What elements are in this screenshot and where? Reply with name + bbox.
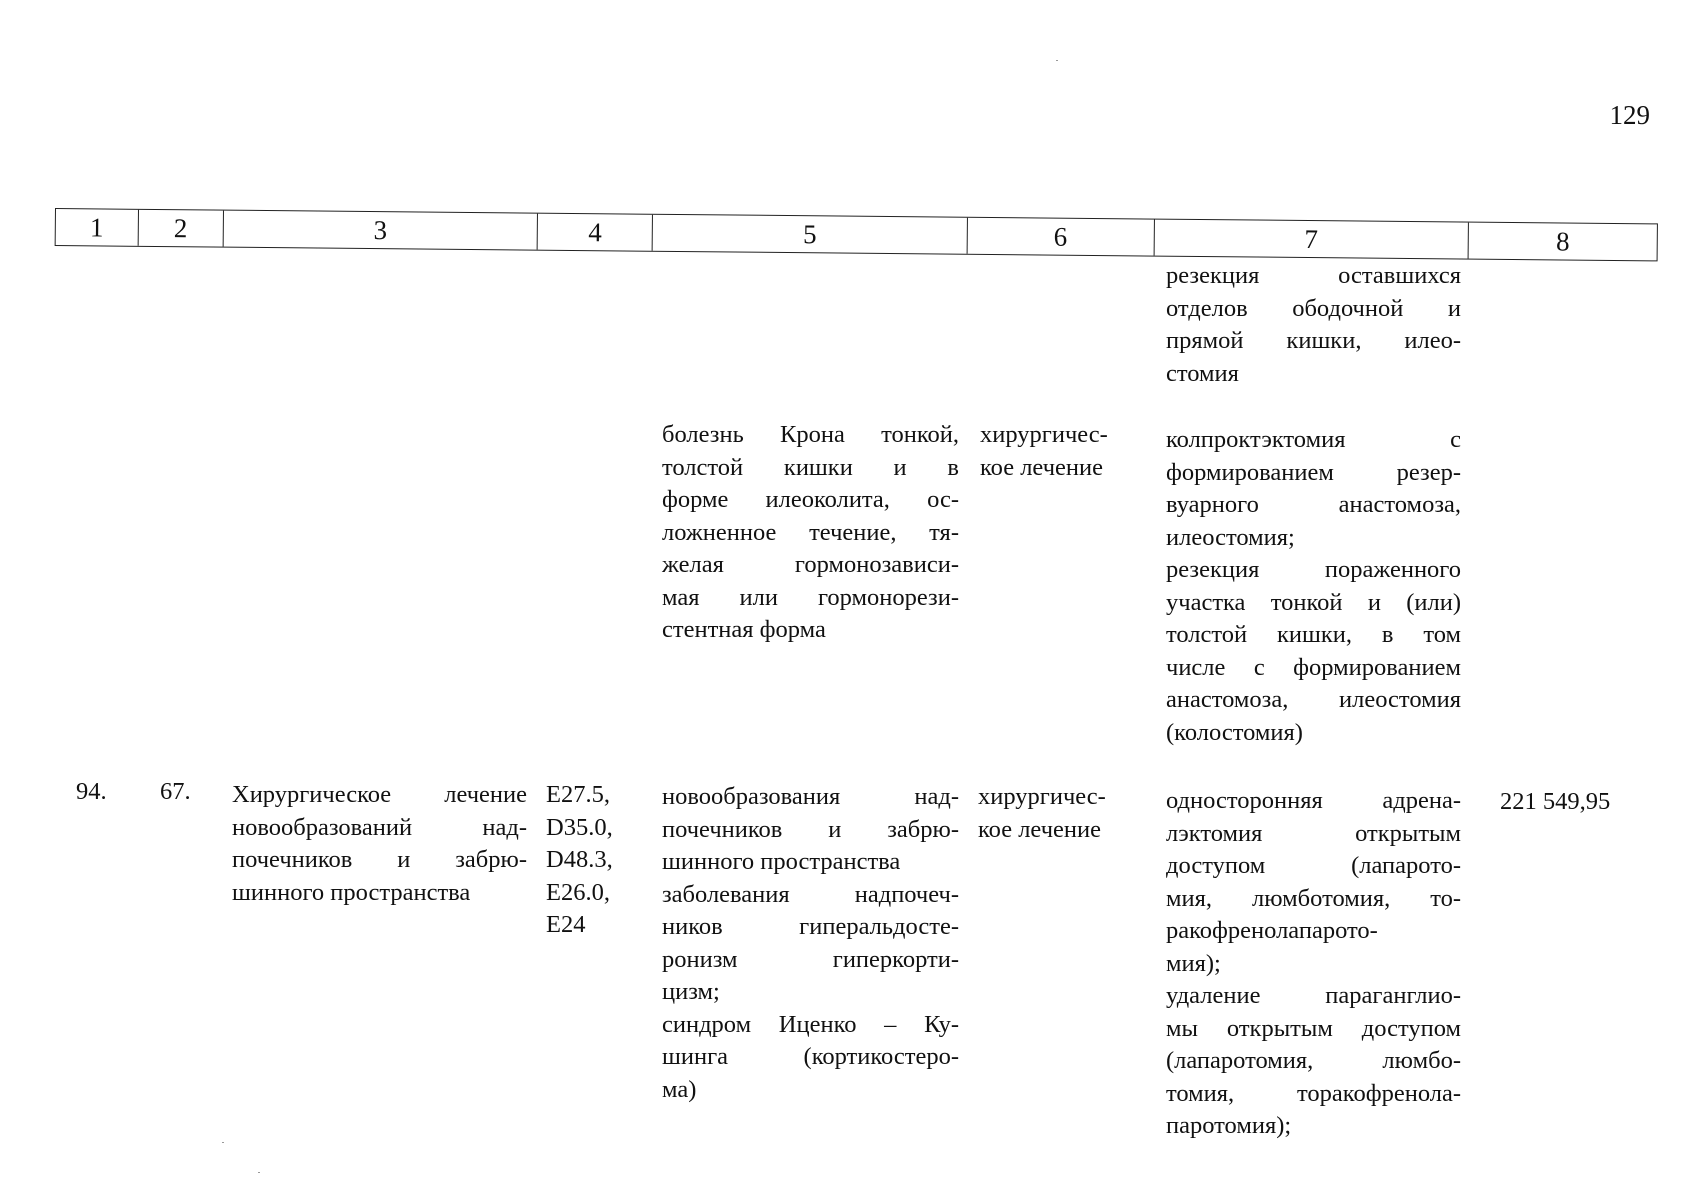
scan-speck — [258, 1172, 260, 1173]
continuation-method-cell — [1166, 260, 1461, 390]
row-number-cell: 94. — [76, 778, 107, 805]
text-line: Хирургическое лечение — [232, 781, 527, 808]
table-header-row — [55, 208, 1658, 261]
text-line: (колостомия) — [1166, 718, 1303, 746]
text-line: илеостомия; — [1166, 523, 1295, 551]
text-line: форме илеоколита, ос- — [662, 486, 959, 513]
treatment-type-cell — [978, 781, 1138, 846]
scan-speck — [1056, 60, 1058, 61]
text-line: мия, люмботомия, то- — [1166, 884, 1461, 912]
text-line: новообразования над- — [662, 783, 959, 810]
text-line: удаление параганглио- — [1166, 982, 1461, 1009]
treatment-name-cell — [232, 779, 527, 909]
text-line: отделов ободочной и — [1166, 294, 1461, 322]
crohn-diagnosis-cell — [662, 419, 959, 647]
header-col-2: 2 — [139, 210, 224, 247]
text-line: анастомоза, илеостомия — [1166, 686, 1461, 713]
text-line: резекция оставшихся — [1166, 262, 1461, 289]
header-col-3: 3 — [223, 211, 538, 250]
diagnosis-cell — [662, 781, 959, 1106]
crohn-treatment-cell — [980, 419, 1140, 484]
text-line: ронизм гиперкорти- — [662, 945, 959, 973]
text-line: числе с формированием — [1166, 653, 1461, 681]
scan-speck — [222, 1142, 224, 1143]
text-line: ма) — [662, 1075, 697, 1103]
text-line: прямой кишки, илео- — [1166, 327, 1461, 354]
text-line: синдром Иценко – Ку- — [662, 1010, 959, 1038]
text-line: мия); — [1166, 949, 1221, 977]
page-number: 129 — [1609, 100, 1650, 130]
text-line: кое лечение — [980, 453, 1103, 481]
icd-code: D48.3, — [546, 846, 613, 873]
header-col-7: 7 — [1154, 220, 1469, 259]
text-line: хирургичес- — [980, 421, 1108, 448]
text-line: формированием резер- — [1166, 458, 1461, 486]
group-number-cell: 67. — [160, 778, 191, 805]
icd-code: E27.5, — [546, 781, 610, 808]
price-cell: 221 549,95 — [1500, 788, 1611, 815]
text-line: стомия — [1166, 359, 1239, 387]
text-line: шинга (кортикостеро- — [662, 1043, 959, 1070]
text-line: хирургичес- — [978, 783, 1106, 810]
text-line: доступом (лапарото- — [1166, 852, 1461, 879]
text-line: толстой кишки и в — [662, 453, 959, 481]
text-line: ракофренолапарото- — [1166, 917, 1378, 944]
text-line: (лапаротомия, люмбо- — [1166, 1047, 1461, 1074]
text-line: толстой кишки, в том — [1166, 621, 1461, 648]
text-line: мая или гормонорези- — [662, 583, 959, 611]
text-line: почечников и забрю- — [662, 815, 959, 843]
text-line: почечников и забрю- — [232, 846, 527, 873]
text-line: шинного пространства — [232, 878, 471, 906]
text-line: участка тонкой и (или) — [1166, 588, 1461, 616]
text-line: цизм; — [662, 978, 720, 1005]
text-line: односторонняя адрена- — [1166, 787, 1461, 814]
text-line: паротомия); — [1166, 1112, 1292, 1139]
text-line: колпроктэктомия с — [1166, 426, 1461, 453]
text-line: шинного пространства — [662, 848, 901, 875]
text-line: резекция пораженного — [1166, 556, 1461, 583]
header-col-1: 1 — [56, 209, 139, 246]
header-col-4: 4 — [538, 214, 653, 251]
icd-code: E24 — [546, 911, 586, 938]
text-line: вуарного анастомоза, — [1166, 491, 1461, 518]
text-line: ников гиперальдосте- — [662, 913, 959, 940]
text-line: ложненное течение, тя- — [662, 518, 959, 546]
text-line: томия, торакофренола- — [1166, 1079, 1461, 1107]
text-line: желая гормонозависи- — [662, 551, 959, 578]
text-line: стентная форма — [662, 616, 826, 643]
crohn-method-cell — [1166, 424, 1461, 749]
header-col-8: 8 — [1555, 225, 1570, 257]
text-line: болезнь Крона тонкой, — [662, 421, 959, 448]
method-cell — [1166, 785, 1461, 1143]
icd-code: D35.0, — [546, 813, 613, 841]
text-line: кое лечение — [978, 815, 1101, 843]
icd-codes-cell — [546, 779, 636, 942]
text-line: лэктомия открытым — [1166, 819, 1461, 847]
text-line: новообразований над- — [232, 813, 527, 841]
text-line: мы открытым доступом — [1166, 1014, 1461, 1042]
icd-code: E26.0, — [546, 878, 610, 906]
header-col-6: 6 — [967, 218, 1154, 256]
text-line: заболевания надпочеч- — [662, 880, 959, 908]
header-col-5: 5 — [653, 215, 968, 254]
